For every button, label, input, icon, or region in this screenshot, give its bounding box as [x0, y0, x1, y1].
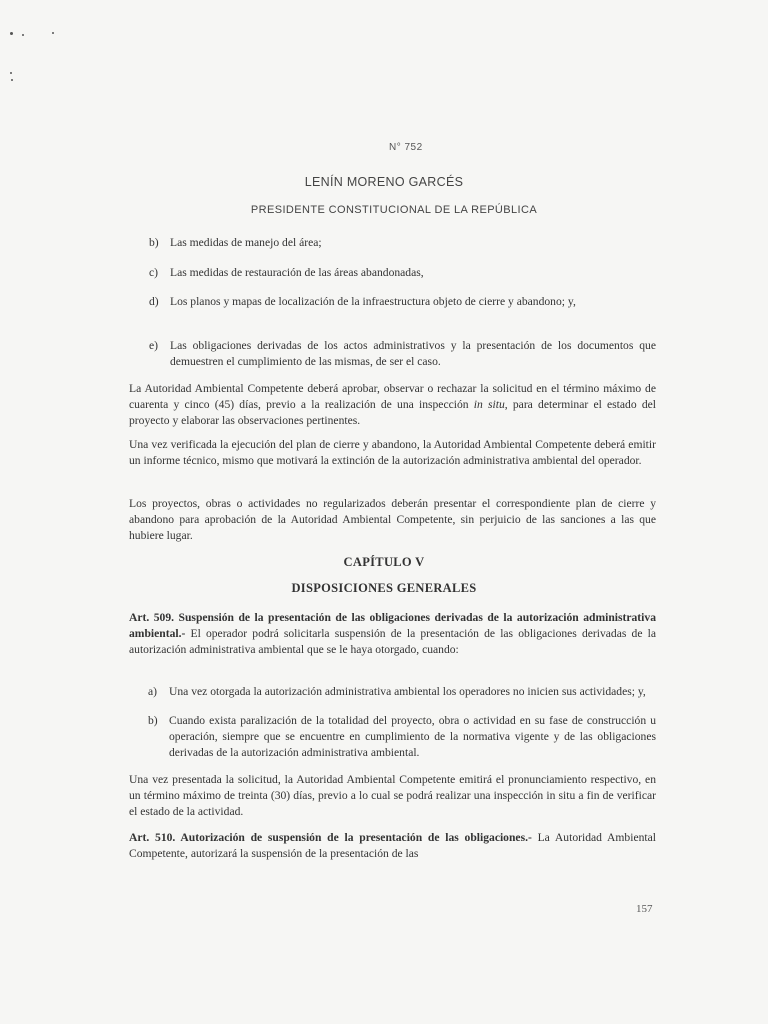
list-marker: b) [148, 714, 158, 727]
chapter-title: DISPOSICIONES GENERALES [291, 581, 477, 595]
paragraph-text: , para determinar el estado del proyecto y elaborar las observaciones pertinentes. [129, 398, 657, 427]
list-item-text: Cuando exista paralización de la totalidad del proyecto, obra o actividad en su fase de construcción u operación, siempre que se encuentre en cumplimiento de la normativa vigente y de las obligaciones derivadas de la autorización administrativa ambiental. [169, 714, 656, 759]
list-marker: c) [149, 266, 159, 279]
article-text: El operador podrá solicitarla suspensión de la presentación de las obligaciones derivadas de la autorización administrativa ambiental que se le haya otorgado, cuando: [129, 627, 656, 656]
list-marker: b) [149, 236, 159, 249]
page-number: 157 [636, 903, 653, 915]
list-marker: e) [149, 339, 159, 352]
paragraph: Una vez verificada la ejecución del plan de cierre y abandono, la Autoridad Ambiental Competente deberá emitir un informe técnico, mismo que motivará la extinción de la autorización administrativa ambiental del operador. [129, 438, 656, 467]
paragraph [129, 381, 656, 429]
paragraph: Una vez presentada la solicitud, la Autoridad Ambiental Competente emitirá el pronunciamiento respectivo, en un término máximo de treinta (30) días, previo a lo cual se podrá realizar una inspección in situ a fin de verificar el estado de la actividad. [129, 773, 656, 818]
article-510 [129, 830, 656, 862]
list-marker: a) [148, 685, 158, 698]
italic-term: in situ [473, 398, 505, 411]
scan-speck [10, 32, 13, 35]
paragraph: Los proyectos, obras o actividades no regularizados deberán presentar el correspondiente plan de cierre y abandono para aprobación de la Autoridad Ambiental Competente, sin perjuicio de las sanciones a las que hubiere lugar. [129, 497, 656, 542]
list-item-text: Las medidas de manejo del área; [170, 236, 322, 249]
president-name: LENÍN MORENO GARCÉS [304, 175, 464, 189]
scan-speck [22, 34, 24, 36]
list-marker: d) [149, 295, 159, 308]
list-item-text: Las obligaciones derivadas de los actos administrativos y la presentación de los documentos que demuestren el cumplimiento de las mismas, de ser el caso. [170, 339, 656, 368]
article-text: La Autoridad Ambiental Competente, autorizará la suspensión de la presentación de las [129, 831, 656, 860]
president-office: PRESIDENTE CONSTITUCIONAL DE LA REPÚBLICA [250, 204, 538, 216]
article-509 [129, 610, 656, 658]
article-title: Art. 510. Autorización de suspensión de la presentación de las obligaciones.- [129, 831, 532, 844]
chapter-number: CAPÍTULO V [343, 555, 425, 569]
list-item-text: Una vez otorgada la autorización administrativa ambiental los operadores no inicien sus actividades; y, [169, 685, 646, 698]
scan-speck [52, 32, 54, 34]
list-item-text: Las medidas de restauración de las áreas abandonadas, [170, 266, 424, 279]
scan-speck [11, 79, 13, 81]
scan-speck [10, 72, 12, 74]
paragraph-text: La Autoridad Ambiental Competente deberá aprobar, observar o rechazar la solicitud en el término máximo de cuarenta y cinco (45) días, previo a la realización de una inspección [129, 382, 656, 411]
article-title: Art. 509. Suspensión de la presentación de las obligaciones derivadas de la autorización administrativa ambiental.- [129, 611, 656, 640]
list-item-text: Los planos y mapas de localización de la infraestructura objeto de cierre y abandono; y, [170, 295, 576, 308]
document-number: N° 752 [389, 142, 423, 153]
